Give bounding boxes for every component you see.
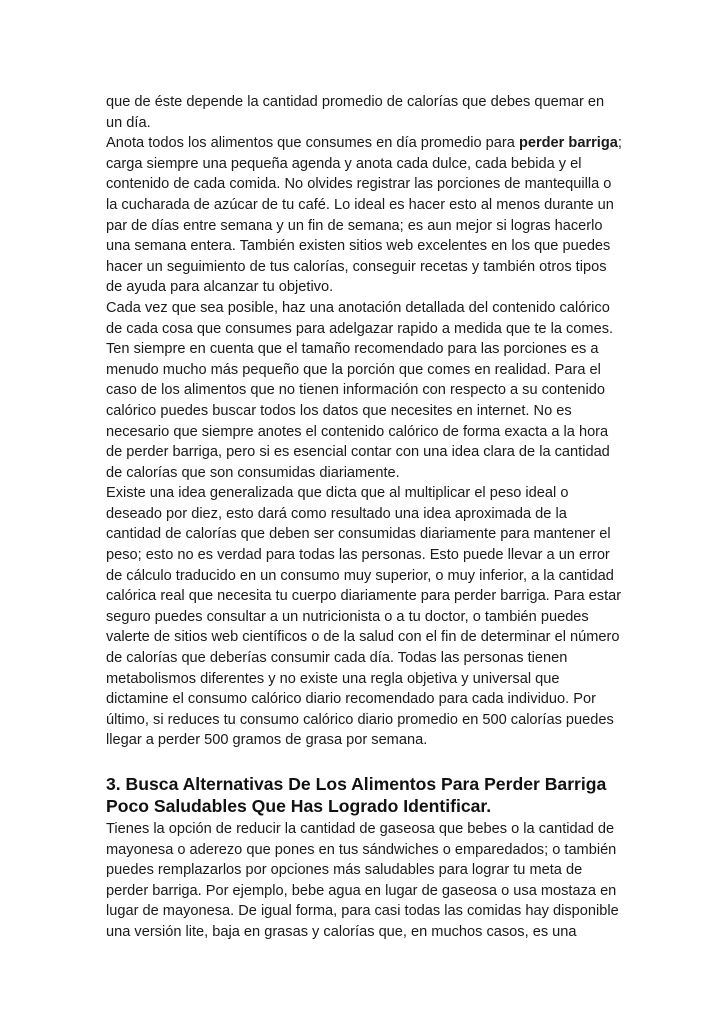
- text-line: [106, 730, 646, 751]
- bold-keyword: perder barriga: [518, 135, 618, 152]
- text-run: calórica real que necesita tu cuerpo diariamente para perder barriga. Para estar: [106, 588, 622, 605]
- text-run: carga siempre una pequeña agenda y anota cada dulce, cada bebida y el: [106, 155, 582, 172]
- body-text: [106, 92, 646, 751]
- text-line: [106, 236, 646, 257]
- text-line: [106, 860, 646, 881]
- text-run: mayonesa o aderezo que pones en tus sándwiches o emparedados; o también: [106, 841, 617, 858]
- text-run: valerte de sitios web científicos o de la salud con el fin de determinar el número: [106, 629, 620, 646]
- text-line: [106, 483, 646, 504]
- text-run: de ayuda para alcanzar tu objetivo.: [106, 279, 334, 296]
- text-run: puedes remplazarlos por opciones más saludables para lograr tu meta de: [106, 862, 583, 879]
- text-line: [106, 627, 646, 648]
- text-run: deseado por diez, esto dará como resultado una idea aproximada de la: [106, 505, 567, 522]
- text-run: ;: [617, 135, 622, 152]
- text-line: [106, 881, 646, 902]
- text-run: seguro puedes consultar a un nutricionista o a tu doctor, o también puedes: [106, 608, 589, 625]
- text-run: necesario que siempre anotes el contenido calórico de forma exacta a la hora: [106, 423, 609, 440]
- text-line: [106, 257, 646, 278]
- text-line: [106, 504, 646, 525]
- text-run: caso de los alimentos que no tienen información con respecto a su contenido: [106, 382, 605, 399]
- text-line: [106, 922, 646, 943]
- text-line: [106, 360, 646, 381]
- text-line: [106, 524, 646, 545]
- text-line: [106, 174, 646, 195]
- text-run: menudo mucho más pequeño que la porción que comes en realidad. Para el: [106, 361, 601, 378]
- text-run: una versión lite, baja en grasas y calorías que, en muchos casos, es una: [106, 923, 577, 940]
- text-run: Existe una idea generalizada que dicta que al multiplicar el peso ideal o: [106, 485, 569, 502]
- text-run: que de éste depende la cantidad promedio de calorías que debes quemar en: [106, 94, 605, 110]
- text-line: [106, 901, 646, 922]
- document-page: [106, 92, 646, 943]
- text-line: [106, 607, 646, 628]
- text-line: [106, 710, 646, 731]
- text-line: [106, 422, 646, 443]
- text-line: [106, 319, 646, 340]
- text-line: [106, 133, 646, 154]
- section-heading-line-1: 3. Busca Alternativas De Los Alimentos Para Perder Barriga: [106, 774, 607, 794]
- text-line: [106, 566, 646, 587]
- text-run: contenido de cada comida. No olvides registrar las porciones de mantequilla o: [106, 176, 612, 193]
- text-line: [106, 545, 646, 566]
- text-run: peso; esto no es verdad para todas las personas. Esto puede llevar a un error: [106, 547, 610, 564]
- text-line: [106, 113, 646, 134]
- section-gap: [106, 751, 646, 771]
- text-run: de cada cosa que consumes para adelgazar rapido a medida que te la comes.: [106, 320, 614, 337]
- text-run: Ten siempre en cuenta que el tamaño recomendado para las porciones es a: [106, 341, 599, 358]
- text-run: par de días entre semana y un fin de semana; es aun mejor si logras hacerlo: [106, 217, 603, 234]
- paragraph: [106, 92, 646, 133]
- text-run: un día.: [106, 114, 151, 131]
- section-heading: [106, 773, 646, 817]
- text-line: [106, 442, 646, 463]
- text-run: dictamine el consumo calórico diario recomendado para cada individuo. Por: [106, 691, 596, 708]
- text-line: [106, 277, 646, 298]
- text-line: [106, 339, 646, 360]
- text-run: metabolismos diferentes y no existe una regla objetiva y universal que: [106, 670, 560, 687]
- text-line: [106, 819, 646, 840]
- text-line: [106, 195, 646, 216]
- text-run: lugar de mayonesa. De igual forma, para casi todas las comidas hay disponible: [106, 903, 619, 920]
- text-run: Tienes la opción de reducir la cantidad de gaseosa que bebes o la cantidad de: [106, 821, 615, 837]
- paragraph: [106, 483, 646, 751]
- text-run: de perder barriga, pero si es esencial contar con una idea clara de la cantidad: [106, 444, 610, 461]
- section-body-text: [106, 819, 646, 943]
- text-line: [106, 463, 646, 484]
- section-heading-line-2: Poco Saludables Que Has Logrado Identificar.: [106, 796, 492, 816]
- paragraph: [106, 819, 646, 943]
- text-line: [106, 298, 646, 319]
- text-line: [106, 92, 646, 113]
- text-run: calórico puedes buscar todos los datos que necesites en internet. No es: [106, 402, 572, 419]
- text-run: de calorías que son consumidas diariamente.: [106, 464, 400, 481]
- text-run: último, si reduces tu consumo calórico diario promedio en 500 calorías puedes: [106, 711, 614, 728]
- text-run: llegar a perder 500 gramos de grasa por semana.: [106, 732, 428, 749]
- text-run: de calorías que deberías consumir cada día. Todas las personas tienen: [106, 650, 568, 667]
- text-run: Cada vez que sea posible, haz una anotación detallada del contenido calórico: [106, 299, 610, 316]
- text-line: [106, 669, 646, 690]
- text-line: [106, 216, 646, 237]
- text-line: [106, 401, 646, 422]
- text-run: la cucharada de azúcar de tu café. Lo ideal es hacer esto al menos durante un: [106, 196, 614, 213]
- text-run: una semana entera. También existen sitios web excelentes en los que puedes: [106, 238, 611, 255]
- text-line: [106, 380, 646, 401]
- text-run: hacer un seguimiento de tus calorías, conseguir recetas y también otros tipos: [106, 258, 607, 275]
- text-line: [106, 648, 646, 669]
- text-run: cantidad de calorías que deben ser consumidas diariamente para mantener el: [106, 526, 611, 543]
- text-run: Anota todos los alimentos que consumes en día promedio para: [106, 135, 519, 152]
- text-run: perder barriga. Por ejemplo, bebe agua en lugar de gaseosa o usa mostaza en: [106, 882, 617, 899]
- paragraph: [106, 133, 646, 298]
- text-line: [106, 689, 646, 710]
- text-line: [106, 586, 646, 607]
- paragraph: [106, 298, 646, 483]
- text-line: [106, 840, 646, 861]
- text-line: [106, 154, 646, 175]
- text-run: de cálculo traducido en un consumo muy superior, o muy inferior, a la cantidad: [106, 567, 614, 584]
